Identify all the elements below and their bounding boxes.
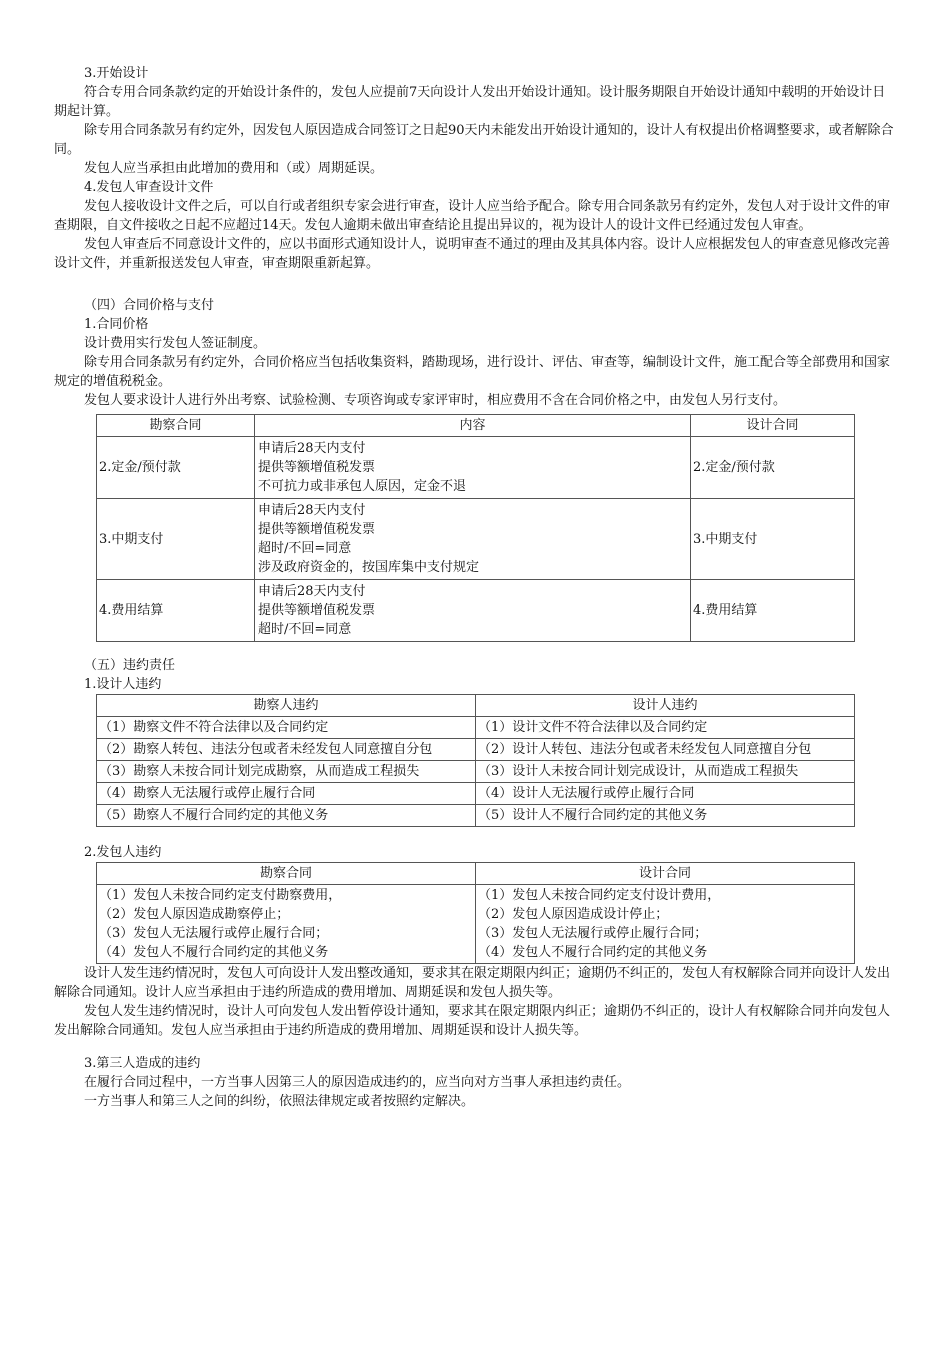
- cell-line: 提供等额增值税发票: [258, 522, 376, 537]
- cell-line: （3）发包人无法履行或停止履行合同；: [99, 926, 329, 941]
- table-cell: 4.费用结算: [691, 580, 855, 642]
- table-cell: 3.中期支付: [97, 499, 255, 580]
- subheading-designer-breach: 1.设计人违约: [84, 677, 162, 692]
- cell-line: 涉及政府资金的，按国库集中支付规定: [258, 560, 480, 575]
- table-header: 勘察合同: [97, 863, 476, 885]
- paragraph: 发包人审查后不同意设计文件的，应以书面形式通知设计人，说明审查不通过的理由及其具体内容。设计人应根据发包人的审查意见修改完善设计文件，并重新报送发包人审查，审查期限重新起算。: [54, 237, 891, 271]
- cell-line: （4）发包人不履行合同约定的其他义务: [478, 945, 708, 960]
- table-cell: 3.中期支付: [691, 499, 855, 580]
- table-cell: 4.费用结算: [97, 580, 255, 642]
- paragraph: 除专用合同条款另有约定外，因发包人原因造成合同签订之日起90天内未能发出开始设计通知的，设计人有权提出价格调整要求，或者解除合同。: [54, 123, 894, 157]
- table-row: [97, 885, 855, 964]
- table-cell: [255, 580, 691, 642]
- table-row: [97, 739, 855, 761]
- heading-review: 4.发包人审查设计文件: [84, 180, 214, 195]
- table-header: 设计人违约: [476, 695, 855, 717]
- table-row: [97, 783, 855, 805]
- paragraph: 一方当事人和第三人之间的纠纷，依照法律规定或者按照约定解决。: [84, 1094, 475, 1109]
- cell-line: （2）发包人原因造成勘察停止；: [99, 907, 290, 922]
- paragraph: 发包人发生违约情况时，设计人可向发包人发出暂停设计通知，要求其在限定期限内纠正；逾期仍不纠正的，设计人有权解除合同并向发包人发出解除合同通知。发包人应当承担由于违约所造成的费用增加、周期延误和设计人损失等。: [54, 1004, 891, 1038]
- table-cell: （3）设计人未按合同计划完成设计，从而造成工程损失: [476, 761, 855, 783]
- document-page: [54, 64, 897, 1111]
- paragraph: 符合专用合同条款约定的开始设计条件的，发包人应提前7天向设计人发出开始设计通知。设计服务期限自开始设计通知中载明的开始设计日期起计算。: [54, 85, 886, 119]
- table-cell: [255, 437, 691, 499]
- table-header-row: [97, 863, 855, 885]
- table-row: [97, 717, 855, 739]
- cell-line: 不可抗力或非承包人原因，定金不退: [258, 479, 467, 494]
- table-header: 内容: [255, 415, 691, 437]
- table-cell: （1）设计文件不符合法律以及合同约定: [476, 717, 855, 739]
- table-cell: [476, 885, 855, 964]
- heading-price: （四）合同价格与支付: [84, 298, 215, 313]
- table-cell: （4）设计人无法履行或停止履行合同: [476, 783, 855, 805]
- table-row: [97, 437, 855, 499]
- cell-line: 超时/不回=同意: [258, 541, 352, 556]
- cell-line: 提供等额增值税发票: [258, 603, 376, 618]
- cell-line: （3）发包人无法履行或停止履行合同；: [478, 926, 708, 941]
- table-cell: （2）勘察人转包、违法分包或者未经发包人同意擅自分包: [97, 739, 476, 761]
- paragraph: 发包人应当承担由此增加的费用和（或）周期延误。: [84, 161, 384, 176]
- cell-line: 申请后28天内支付: [258, 503, 366, 518]
- table-cell: [255, 499, 691, 580]
- cell-line: 申请后28天内支付: [258, 441, 366, 456]
- table-header-row: [97, 415, 855, 437]
- table-header: 设计合同: [691, 415, 855, 437]
- designer-breach-table: [96, 694, 855, 827]
- table-header: 勘察合同: [97, 415, 255, 437]
- table-header: 勘察人违约: [97, 695, 476, 717]
- table-row: [97, 580, 855, 642]
- cell-line: 申请后28天内支付: [258, 584, 366, 599]
- table-cell: [97, 885, 476, 964]
- cell-line: 提供等额增值税发票: [258, 460, 376, 475]
- paragraph: 除专用合同条款另有约定外，合同价格应当包括收集资料，踏勘现场，进行设计、评估、审查等，编制设计文件，施工配合等全部费用和国家规定的增值税税金。: [54, 355, 891, 389]
- cell-line: （1）发包人未按合同约定支付设计费用，: [478, 888, 721, 903]
- heading-start-design: 3.开始设计: [84, 66, 149, 81]
- cell-line: （4）发包人不履行合同约定的其他义务: [99, 945, 329, 960]
- heading-employer-breach: 2.发包人违约: [84, 845, 162, 860]
- paragraph: 设计人发生违约情况时，发包人可向设计人发出整改通知，要求其在限定期限内纠正；逾期仍不纠正的，发包人有权解除合同并向设计人发出解除合同通知。设计人应当承担由于违约所造成的费用增加、周期延误和发包人损失等。: [54, 966, 891, 1000]
- table-cell: （3）勘察人未按合同计划完成勘察，从而造成工程损失: [97, 761, 476, 783]
- table-cell: 2.定金/预付款: [97, 437, 255, 499]
- heading-third-party: 3.第三人造成的违约: [84, 1056, 201, 1071]
- cell-line: 超时/不回=同意: [258, 622, 352, 637]
- table-cell: 2.定金/预付款: [691, 437, 855, 499]
- table-header-row: [97, 695, 855, 717]
- table-cell: （2）设计人转包、违法分包或者未经发包人同意擅自分包: [476, 739, 855, 761]
- table-header: 设计合同: [476, 863, 855, 885]
- cell-line: （1）发包人未按合同约定支付勘察费用，: [99, 888, 342, 903]
- cell-line: （2）发包人原因造成设计停止；: [478, 907, 669, 922]
- subheading-price: 1.合同价格: [84, 317, 149, 332]
- employer-breach-table: [96, 862, 855, 964]
- table-cell: （5）设计人不履行合同约定的其他义务: [476, 805, 855, 827]
- paragraph: 发包人要求设计人进行外出考察、试验检测、专项咨询或专家评审时，相应费用不含在合同价格之中，由发包人另行支付。: [84, 393, 787, 408]
- paragraph: 设计费用实行发包人签证制度。: [84, 336, 267, 351]
- table-cell: （4）勘察人无法履行或停止履行合同: [97, 783, 476, 805]
- paragraph: 在履行合同过程中，一方当事人因第三人的原因造成违约的，应当向对方当事人承担违约责任。: [84, 1075, 631, 1090]
- table-cell: （5）勘察人不履行合同约定的其他义务: [97, 805, 476, 827]
- payment-table: [96, 414, 855, 642]
- table-row: [97, 761, 855, 783]
- paragraph: 发包人接收设计文件之后，可以自行或者组织专家会进行审查，设计人应当给予配合。除专用合同条款另有约定外，发包人对于设计文件的审查期限，自文件接收之日起不应超过14天。发包人逾期未做出审查结论且提出异议的，视为设计人的设计文件已经通过发包人审查。: [54, 199, 891, 233]
- table-row: [97, 499, 855, 580]
- table-row: [97, 805, 855, 827]
- heading-breach: （五）违约责任: [84, 658, 176, 673]
- table-cell: （1）勘察文件不符合法律以及合同约定: [97, 717, 476, 739]
